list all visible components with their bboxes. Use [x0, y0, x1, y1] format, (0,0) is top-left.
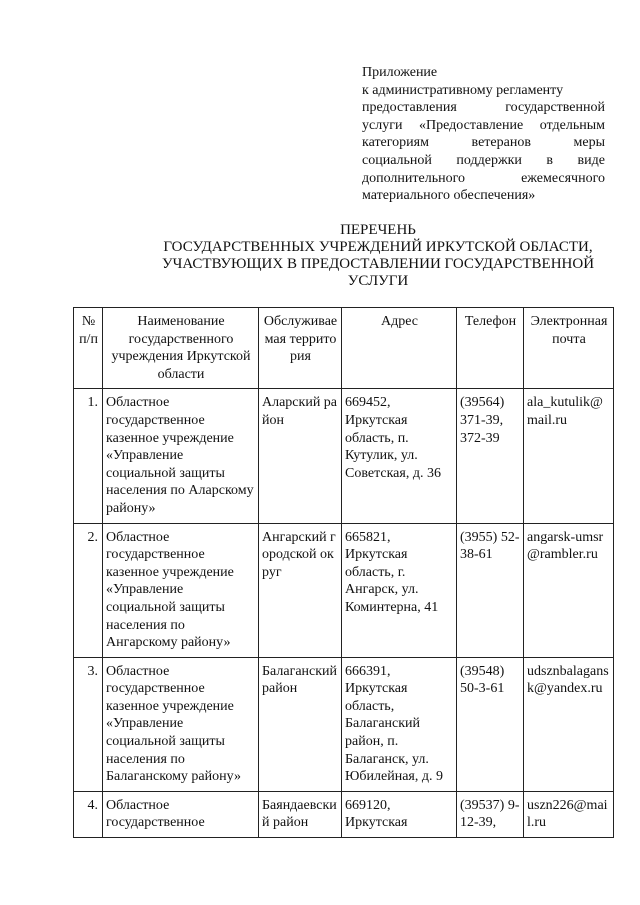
cell-num: 3.	[74, 657, 103, 791]
header-phone: Телефон	[457, 308, 524, 389]
appendix-line: услуги «Предоставление отдельным	[362, 117, 605, 133]
cell-phone: (3955) 52-38-61	[457, 523, 524, 657]
cell-email: ala_kutulik@mail.ru	[524, 389, 614, 523]
cell-phone: (39564) 371-39, 372-39	[457, 389, 524, 523]
table-row	[74, 657, 614, 791]
appendix-title: Приложение	[362, 65, 438, 80]
table-header-row	[74, 308, 614, 389]
institutions-table	[73, 307, 614, 838]
cell-address: 669452, Иркутская область, п. Кутулик, ул. Советская, д. 36	[342, 389, 457, 523]
cell-address: 666391, Иркутская область, Балаганский район, п. Балаганск, ул. Юбилейная, д. 9	[342, 657, 457, 791]
heading-title: ПЕРЕЧЕНЬ	[340, 222, 416, 238]
cell-territory: Балаганский район	[259, 657, 342, 791]
cell-num: 4.	[74, 791, 103, 837]
cell-territory: Ангарский городской округ	[259, 523, 342, 657]
cell-phone: (39537) 9-12-39,	[457, 791, 524, 837]
cell-territory: Баяндаевский район	[259, 791, 342, 837]
cell-email: uszn226@mail.ru	[524, 791, 614, 837]
cell-territory: Аларский район	[259, 389, 342, 523]
appendix-line: категориям ветеранов меры	[362, 135, 605, 151]
document-heading	[150, 222, 606, 290]
cell-name: Областное государственное	[103, 791, 259, 837]
heading-line: УСЛУГИ	[347, 273, 409, 289]
table-row	[74, 523, 614, 657]
header-name: Наименование государственного учреждения Иркутской области	[103, 308, 259, 389]
cell-email: angarsk-umsr@rambler.ru	[524, 523, 614, 657]
cell-email: udsznbalagansk@yandex.ru	[524, 657, 614, 791]
cell-name: Областное государственное казенное учреждение «Управление социальной защиты населения по Ангарскому району»	[103, 523, 259, 657]
cell-phone: (39548) 50-3-61	[457, 657, 524, 791]
appendix-block	[362, 64, 605, 205]
appendix-line: дополнительного ежемесячного	[362, 170, 605, 186]
header-address: Адрес	[342, 308, 457, 389]
cell-num: 2.	[74, 523, 103, 657]
cell-name: Областное государственное казенное учреждение «Управление социальной защиты населения по Аларскому району»	[103, 389, 259, 523]
header-territory: Обслуживаемая территория	[259, 308, 342, 389]
table-row	[74, 791, 614, 837]
appendix-line: социальной поддержки в виде	[362, 152, 605, 168]
appendix-line: к административному регламенту	[362, 82, 564, 98]
heading-line: УЧАСТВУЮЩИХ В ПРЕДОСТАВЛЕНИИ ГОСУДАРСТВЕННОЙ	[161, 256, 595, 272]
cell-num: 1.	[74, 389, 103, 523]
heading-line: ГОСУДАРСТВЕННЫХ УЧРЕЖДЕНИЙ ИРКУТСКОЙ ОБЛАСТИ,	[163, 239, 593, 255]
cell-name: Областное государственное казенное учреждение «Управление социальной защиты населения по Балаганскому району»	[103, 657, 259, 791]
table-row	[74, 389, 614, 523]
cell-address: 665821, Иркутская область, г. Ангарск, ул. Коминтерна, 41	[342, 523, 457, 657]
cell-address: 669120, Иркутская	[342, 791, 457, 837]
appendix-line: материального обеспечения»	[362, 188, 536, 204]
header-email: Электронная почта	[524, 308, 614, 389]
header-num: № п/п	[74, 308, 103, 389]
appendix-line: предоставления государственной	[362, 100, 605, 116]
